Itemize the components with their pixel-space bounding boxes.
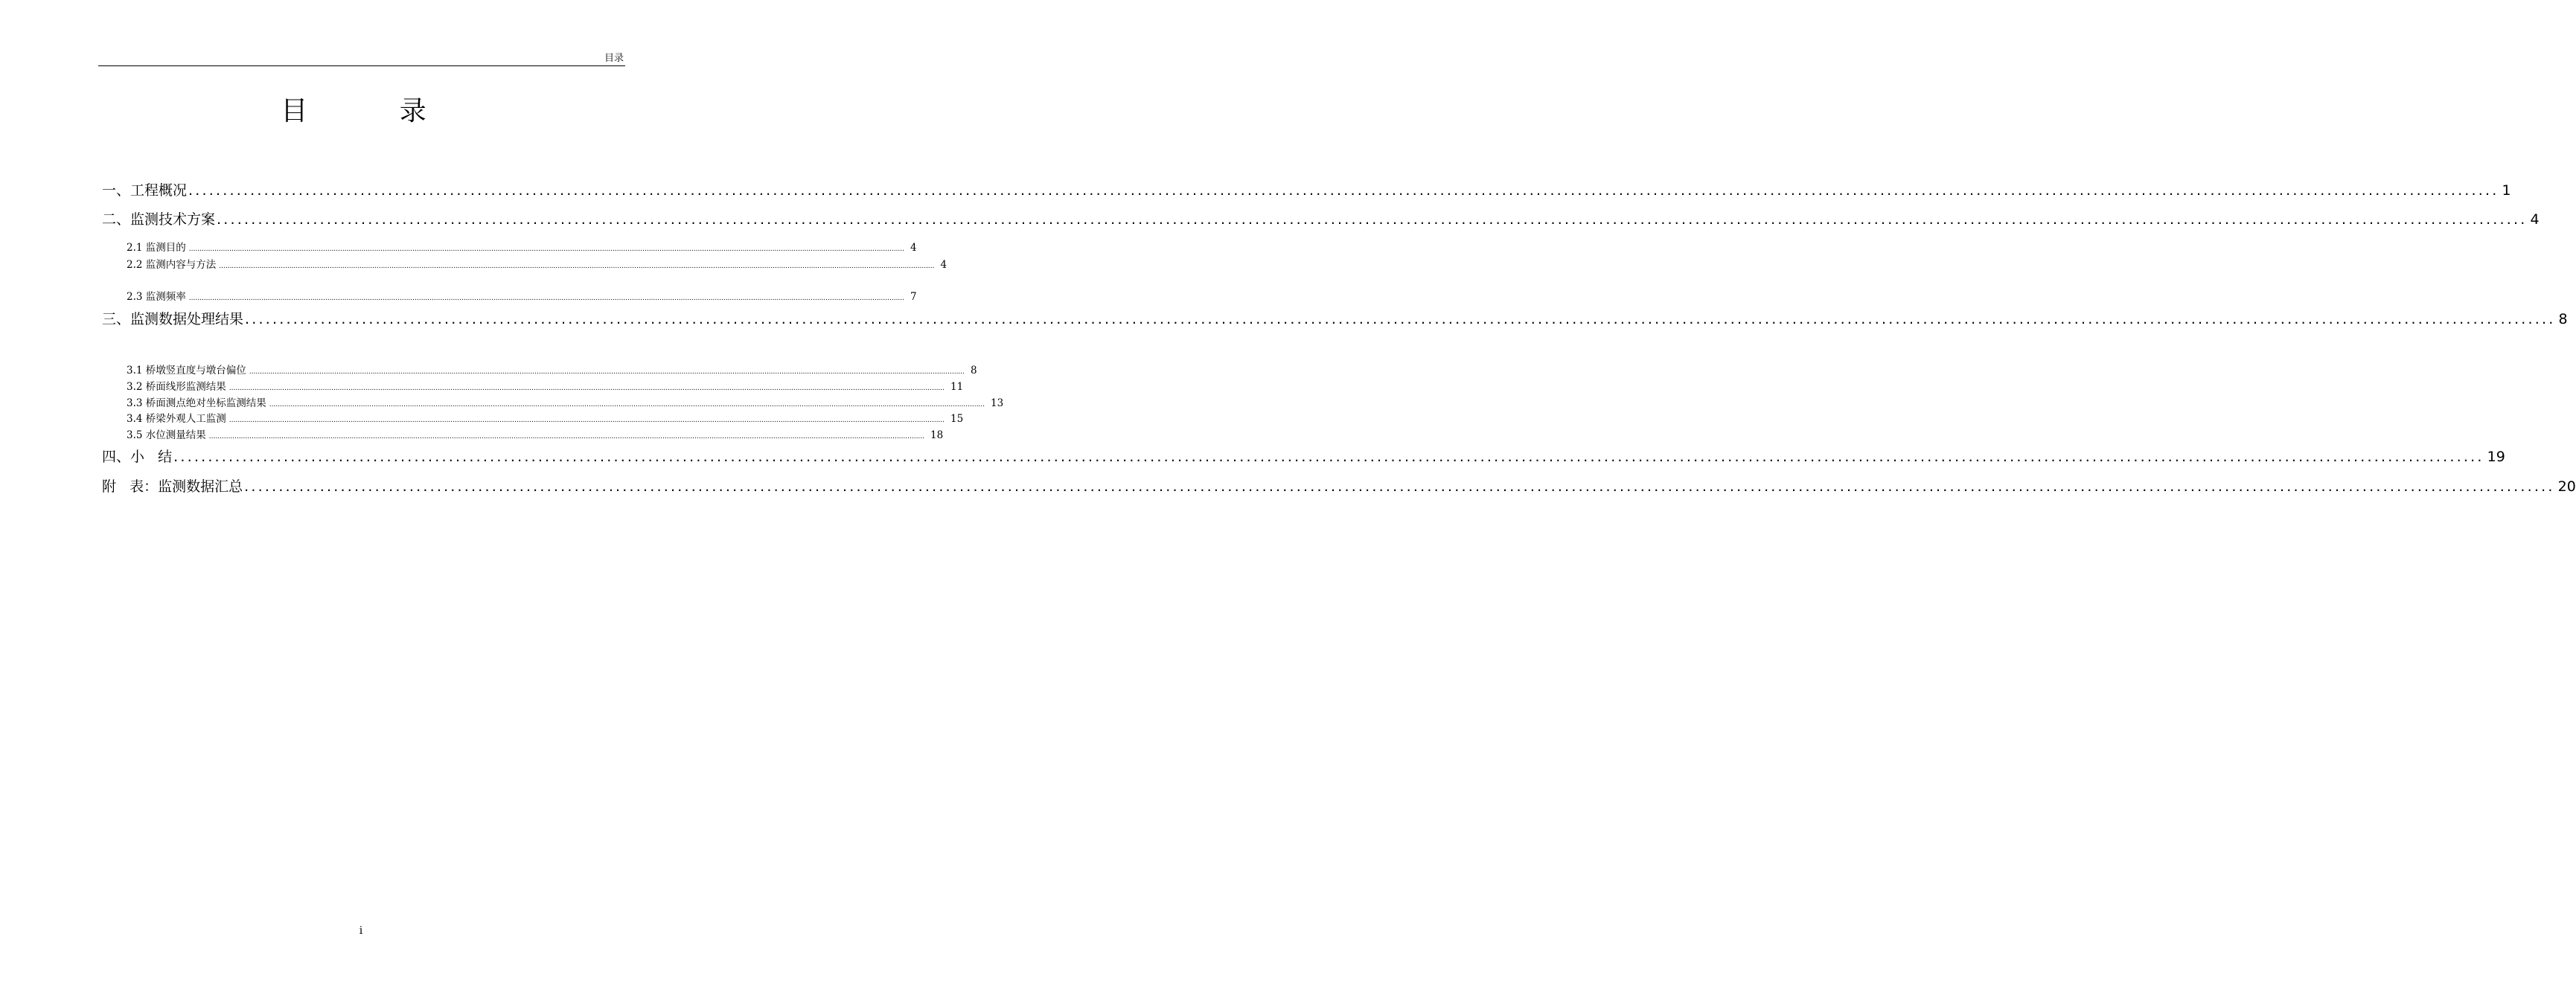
toc-leader-dots: ................................................................................................................................................................................................................................................................................................................................................ — [217, 211, 2528, 228]
toc-leader-dots: ................................................................................................................................................................................................................................................................................................................................................ — [228, 385, 945, 392]
toc-entry-page: 1 — [2502, 182, 2511, 199]
page-number: i — [359, 925, 363, 937]
toc-entry-label: 2.2 监测内容与方法 — [127, 259, 217, 271]
header-divider — [98, 65, 625, 66]
toc-entry-page: 11 — [950, 381, 964, 393]
toc-entry-page: 4 — [910, 242, 917, 254]
toc-leader-dots: ................................................................................................................................................................................................................................................................................................................................................ — [173, 449, 2484, 465]
toc-entry-label: 附 表：监测数据汇总 — [102, 478, 243, 495]
toc-leader-dots: ................................................................................................................................................................................................................................................................................................................................................ — [219, 263, 935, 270]
toc-entry-level2[interactable] — [127, 257, 947, 274]
toc-leader-dots: ................................................................................................................................................................................................................................................................................................................................................ — [269, 401, 985, 408]
toc-entry-label: 一、工程概况 — [102, 182, 188, 199]
running-header: 目录 — [604, 53, 624, 64]
toc-entry-page: 8 — [2558, 311, 2568, 327]
toc-entry-label: 3.2 桥面线形监测结果 — [127, 381, 226, 393]
toc-leader-dots: ................................................................................................................................................................................................................................................................................................................................................ — [228, 417, 945, 424]
toc-leader-dots: ................................................................................................................................................................................................................................................................................................................................................ — [188, 246, 905, 253]
toc-entry-label: 3.3 桥面测点绝对坐标监测结果 — [127, 397, 266, 409]
toc-entry-label: 2.3 监测频率 — [127, 291, 186, 303]
toc-entry-level2[interactable] — [127, 289, 917, 306]
toc-entry-page: 4 — [940, 259, 947, 271]
toc-entry-page: 20 — [2557, 478, 2576, 495]
toc-entry-level2[interactable] — [127, 379, 964, 396]
toc-entry-page: 19 — [2487, 449, 2505, 465]
toc-entry-level1[interactable] — [102, 477, 2576, 496]
toc-entry-level2[interactable] — [127, 240, 917, 257]
toc-entry-page: 4 — [2530, 211, 2540, 228]
toc-entry-page: 15 — [950, 413, 964, 425]
toc-entry-page: 8 — [971, 365, 977, 376]
toc-leader-dots: ................................................................................................................................................................................................................................................................................................................................................ — [188, 295, 905, 302]
toc-entry-level2[interactable] — [127, 396, 1004, 412]
toc-entry-page: 7 — [910, 291, 917, 303]
toc-leader-dots: ................................................................................................................................................................................................................................................................................................................................................ — [208, 433, 925, 440]
toc-leader-dots: ................................................................................................................................................................................................................................................................................................................................................ — [249, 368, 965, 376]
toc-entry-level1[interactable] — [102, 447, 2505, 467]
toc-leader-dots: ................................................................................................................................................................................................................................................................................................................................................ — [245, 311, 2556, 327]
toc-entry-level1[interactable] — [102, 210, 2540, 229]
toc-entry-level2[interactable] — [127, 411, 964, 428]
toc-entry-label: 3.1 桥墩竖直度与墩台偏位 — [127, 365, 246, 376]
toc-leader-dots: ................................................................................................................................................................................................................................................................................................................................................ — [244, 478, 2555, 495]
toc-entry-label: 二、监测技术方案 — [102, 211, 216, 228]
toc-entry-page: 18 — [930, 429, 944, 441]
toc-entry-label: 三、监测数据处理结果 — [102, 311, 244, 327]
toc-entry-label: 2.1 监测目的 — [127, 242, 186, 254]
toc-entry-level1[interactable] — [102, 310, 2568, 329]
toc-entry-level2[interactable] — [127, 363, 977, 379]
toc-entry-label: 3.5 水位测量结果 — [127, 429, 206, 441]
toc-entry-level1[interactable] — [102, 181, 2511, 200]
toc-entry-label: 四、小 结 — [102, 449, 173, 465]
page-title: 目 录 — [281, 96, 468, 126]
toc-entry-page: 13 — [991, 397, 1004, 409]
toc-entry-label: 3.4 桥梁外观人工监测 — [127, 413, 226, 425]
toc-entry-level2[interactable] — [127, 428, 944, 444]
toc-leader-dots: ................................................................................................................................................................................................................................................................................................................................................ — [188, 182, 2499, 199]
